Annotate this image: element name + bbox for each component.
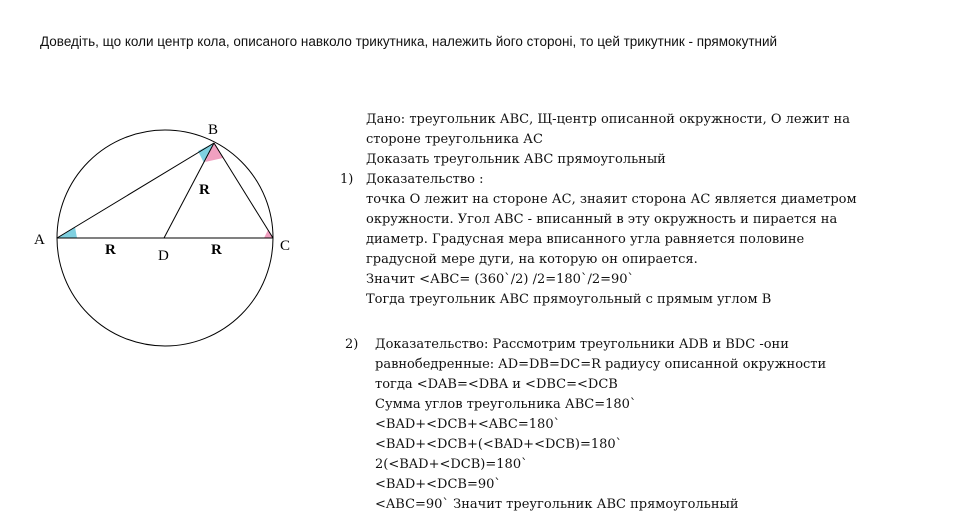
text-line: стороне треугольника АС bbox=[366, 132, 543, 147]
label-c: C bbox=[280, 238, 291, 254]
text-line: Доказательство : bbox=[366, 172, 484, 187]
text-line: <BAD+<DCB=90` bbox=[375, 477, 501, 492]
label-r-db: R bbox=[199, 182, 210, 198]
part2-number: 2) bbox=[345, 337, 359, 352]
part1-number: 1) bbox=[340, 172, 354, 187]
label-r-ad: R bbox=[105, 242, 116, 258]
text-line: <BAD+<DCB+<ABC=180` bbox=[375, 417, 561, 432]
text-line: тогда <DAB=<DBA и <DBC=<DCB bbox=[375, 377, 618, 392]
part2-text bbox=[375, 335, 826, 515]
part1-text bbox=[366, 110, 857, 310]
text-line: <BAD+<DCB+(<BAD+<DCB)=180` bbox=[375, 437, 623, 452]
label-a: A bbox=[34, 232, 45, 248]
label-r-dc: R bbox=[211, 242, 222, 258]
text-line: диаметр. Градусная мера вписанного угла равняется половине bbox=[366, 232, 805, 247]
side-ab bbox=[57, 143, 214, 238]
text-line: <ABC=90` Значит треугольник АВС прямоугольный bbox=[375, 497, 739, 512]
text-line: равнобедренные: AD=DB=DC=R радиусу описанной окружности bbox=[375, 357, 827, 372]
task-title: Доведіть, що коли центр кола, описаного навколо трикутника, належить його стороні, то цей трикутник - прямокутний bbox=[40, 34, 778, 49]
text-line: градусной мере дуги, на которую он опирается. bbox=[366, 252, 698, 267]
label-d: D bbox=[158, 248, 169, 264]
text-line: точка О лежит на стороне АС, знаяит сторона АС является диаметром bbox=[366, 192, 857, 207]
text-line: Тогда треугольник АВС прямоугольный с прямым углом В bbox=[366, 292, 772, 307]
text-line: окружности. Угол АВС - вписанный в эту окружность и пирается на bbox=[366, 212, 838, 227]
text-line: Дано: треугольник АВС, Щ-центр описанной окружности, О лежит на bbox=[366, 112, 850, 127]
text-line: 2(<BAD+<DCB)=180` bbox=[375, 457, 528, 472]
text-line: Сумма углов треугольника АВС=180` bbox=[375, 397, 637, 412]
text-line: Доказать треугольник АВС прямоугольный bbox=[366, 152, 666, 167]
text-line: Доказательство: Рассмотрим треугольники ADB и BDC -они bbox=[375, 337, 789, 352]
label-b: B bbox=[208, 122, 219, 138]
side-bc bbox=[214, 143, 273, 238]
text-line: Значит <АВС= (360`/2) /2=180`/2=90` bbox=[366, 272, 635, 287]
